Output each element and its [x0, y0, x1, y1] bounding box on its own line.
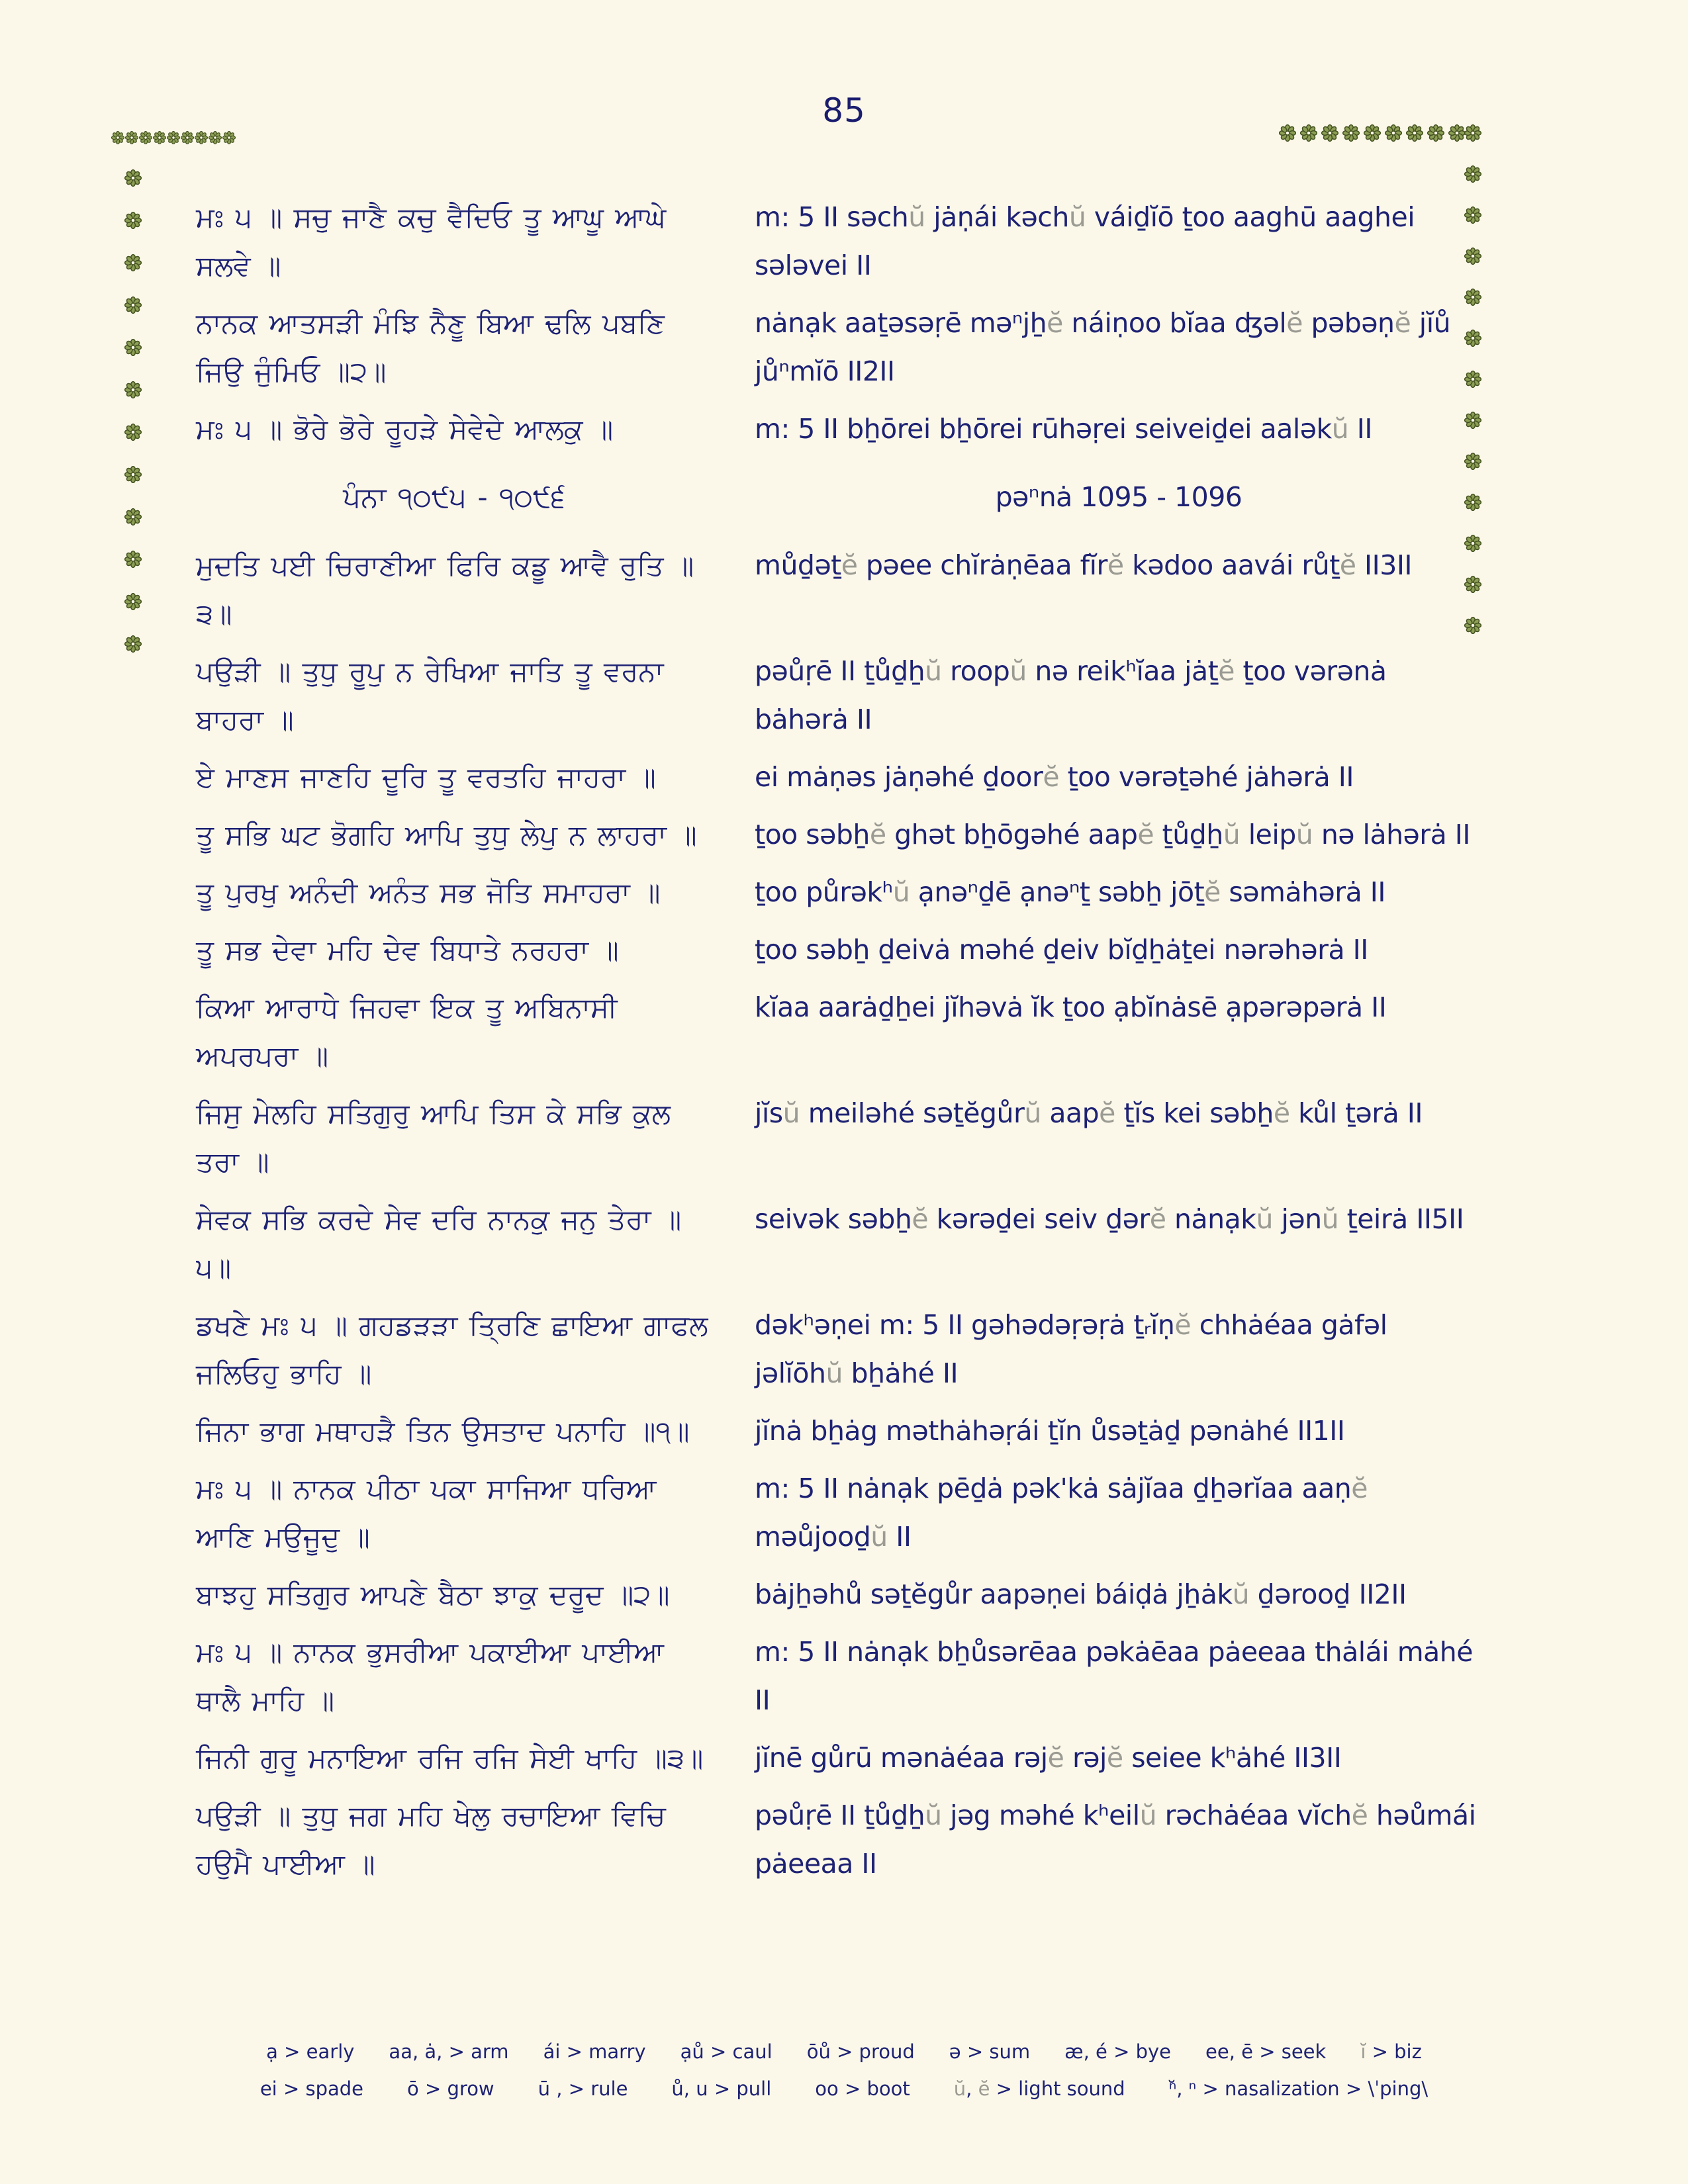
flower-icon: [1406, 124, 1423, 142]
transliteration-text: m: 5 II bẖōrei bẖōrei rūhəṛei seiveiḏei aaləkŭ II: [755, 413, 1372, 445]
gurmukhi-text: ਮਃ ੫ ॥ ਨਾਨਕ ਭੁਸਰੀਆ ਪਕਾਈਆ ਪਾਈਆ ਥਾਲੈ ਮਾਹਿ ॥: [196, 1636, 664, 1717]
pronunciation-guide-row: [0, 2070, 1688, 2107]
guide-entry: ə > sum: [949, 2040, 1031, 2063]
guide-entry: ạů > caul: [680, 2040, 773, 2063]
scripture-text-block: [0, 193, 1688, 1897]
page-range-translit: pəⁿnȧ 1095 - 1096: [995, 481, 1243, 513]
verse-row: [0, 541, 1688, 638]
verse-row: [0, 926, 1688, 974]
transliteration-text: ṯoo səbẖ ḏeivȧ məhé ḏeiv bĭḏẖȧṯei nərəhərȧ II: [755, 934, 1368, 966]
verse-row: [0, 647, 1688, 744]
verse-row: [0, 1301, 1688, 1398]
verse-row: [0, 1570, 1688, 1619]
transliteration-text: kĭaa aarȧḏẖei jĭhəvȧ ĭk ṯoo ạbĭnȧsē ạpərəpərȧ II: [755, 991, 1387, 1023]
page-range-heading: [0, 473, 1688, 522]
gurmukhi-text: ਏ ਮਾਣਸ ਜਾਣਹਿ ਦੂਰਿ ਤੂ ਵਰਤਹਿ ਜਾਹਰਾ ॥: [196, 761, 656, 794]
verse-row: [0, 405, 1688, 453]
flower-icon: [181, 131, 194, 144]
gurmukhi-text: ਜਿਨੀ ਗੁਰੂ ਮਨਾਇਆ ਰਜਿ ਰਜਿ ਸੇਈ ਖਾਹਿ ॥੩॥: [196, 1742, 704, 1774]
guide-entry: ů, u > pull: [671, 2077, 772, 2100]
flower-icon: [1300, 124, 1317, 142]
gurmukhi-text: ਜਿਨਾ ਭਾਗ ਮਥਾਹੜੈ ਤਿਨ ਉਸਤਾਦ ਪਨਾਹਿ ॥੧॥: [196, 1415, 690, 1447]
guide-entry: ŭ, ĕ > light sound: [953, 2077, 1125, 2100]
gurmukhi-text: ਡਖਣੇ ਮਃ ੫ ॥ ਗਹਡੜੜਾ ਤ੍ਰਿਣਿ ਛਾਇਆ ਗਾਫਲ ਜਲਿਓਹੁ ਭਾਹਿ ॥: [196, 1309, 708, 1390]
gurmukhi-text: ਸੇਵਕ ਸਭਿ ਕਰਦੇ ਸੇਵ ਦਰਿ ਨਾਨਕੁ ਜਨੁ ਤੇਰਾ ॥੫॥: [196, 1203, 682, 1284]
gurmukhi-text: ਮੁਦਤਿ ਪਈ ਚਿਰਾਣੀਆ ਫਿਰਿ ਕਡੂ ਆਵੈ ਰੁਤਿ ॥੩॥: [196, 549, 694, 630]
gurmukhi-text: ਪਉੜੀ ॥ ਤੁਧੁ ਰੂਪੁ ਨ ਰੇਖਿਆ ਜਾਤਿ ਤੂ ਵਰਨਾ ਬਾਹਰਾ ॥: [196, 655, 664, 736]
flower-icon: [1321, 124, 1338, 142]
guide-entry: ōů > proud: [806, 2040, 915, 2063]
verse-row: [0, 753, 1688, 801]
guide-entry: ái > marry: [543, 2040, 646, 2063]
gurmukhi-text: ਬਾਝਹੁ ਸਤਿਗੁਰ ਆਪਣੇ ਬੈਠਾ ਝਾਕੁ ਦਰੂਦ ॥੨॥: [196, 1578, 670, 1611]
verse-row: [0, 299, 1688, 396]
flower-icon: [153, 131, 166, 144]
guide-entry: ei > spade: [259, 2077, 364, 2100]
verse-row: [0, 1089, 1688, 1186]
gurmukhi-text: ਮਃ ੫ ॥ ਨਾਨਕ ਪੀਠਾ ਪਕਾ ਸਾਜਿਆ ਧਰਿਆ ਆਣਿ ਮਉਜੂਦੁ ॥: [196, 1473, 657, 1553]
flower-icon: [1364, 124, 1381, 142]
transliteration-text: nȧnạk aaṯəsəṛē məⁿjẖĕ náiṇoo bĭaa ʤəlĕ pəbəṇĕ jĭů jůⁿmĭō II2II: [755, 307, 1451, 387]
transliteration-text: ṯoo səbẖĕ ghət bẖōgəhé aapĕ ṯůḏẖŭ leipŭ nə lȧhərȧ II: [755, 819, 1470, 850]
flower-icon: [1464, 165, 1481, 183]
transliteration-text: jĭnȧ bẖȧg məthȧhəṛái ṯĭn ůsəṯȧḏ pənȧhé II1II: [755, 1415, 1345, 1447]
page-range-gurmukhi: ਪੰਨਾ ੧੦੯੫ - ੧੦੯੬: [343, 481, 565, 514]
guide-entry: oo > boot: [815, 2077, 910, 2100]
guide-entry: ū , > rule: [538, 2077, 628, 2100]
transliteration-text: m: 5 II səchŭ jȧṇái kəchŭ váiḏĭō ṯoo aaghū aaghei sələvei II: [755, 201, 1415, 281]
gurmukhi-text: ਮਃ ੫ ॥ ਸਚੁ ਜਾਣੈ ਕਚੁ ਵੈਦਿਓ ਤੂ ਆਘੂ ਆਘੇ ਸਲਵੇ ॥: [196, 201, 667, 282]
transliteration-text: seivək səbẖĕ kərəḏei seiv ḏərĕ nȧnạkŭ jənŭ ṯeirȧ II5II: [755, 1203, 1464, 1235]
guide-entry: ee, ē > seek: [1205, 2040, 1327, 2063]
gurmukhi-text: ਪਉੜੀ ॥ ਤੁਧੁ ਜਗ ਮਹਿ ਖੇਲੁ ਰਚਾਇਆ ਵਿਚਿ ਹਉਮੈ ਪਾਈਆ ॥: [196, 1799, 666, 1880]
guide-entry: æ, é > bye: [1064, 2040, 1172, 2063]
verse-row: [0, 1734, 1688, 1782]
verse-row: [0, 1628, 1688, 1725]
transliteration-text: dəkʰəṇei m: 5 II gəhədəṛəṛȧ ṯᵣĭṇĕ chhȧéaa gȧfəl jəlĭōhŭ bẖȧhé II: [755, 1309, 1387, 1389]
transliteration-text: bȧjẖəhů səṯĕgůr aapəṇei báiḍȧ jẖȧkŭ ḏərooḏ II2II: [755, 1578, 1407, 1610]
flower-icon: [124, 169, 142, 187]
transliteration-text: m: 5 II nȧnạk bẖůsərēaa pəkȧēaa pȧeeaa thȧlái mȧhé II: [755, 1636, 1473, 1716]
verse-row: [0, 193, 1688, 290]
flower-icon: [209, 131, 222, 144]
transliteration-text: jĭsŭ meiləhé səṯĕgůrŭ aapĕ ṯĭs kei səbẖĕ kůl ṯərȧ II: [755, 1097, 1423, 1129]
transliteration-text: ṯoo půrəkʰŭ ạnəⁿḏē ạnəⁿṯ səbẖ jōṯĕ səmȧhərȧ II: [755, 876, 1385, 908]
flower-icon: [125, 131, 138, 144]
verse-row: [0, 983, 1688, 1080]
verse-row: [0, 1407, 1688, 1455]
flower-icon: [1342, 124, 1360, 142]
gurmukhi-text: ਕਿਆ ਆਰਾਧੇ ਜਿਹਵਾ ਇਕ ਤੂ ਅਬਿਨਾਸੀ ਅਪਰਪਰਾ ॥: [196, 991, 618, 1072]
verse-row: [0, 1792, 1688, 1888]
flower-icon: [167, 131, 180, 144]
gurmukhi-text: ਤੂ ਸਭਿ ਘਟ ਭੋਗਹਿ ਆਪਿ ਤੁਧੁ ਲੇਪੁ ਨ ਲਾਹਰਾ ॥: [196, 819, 697, 851]
flower-icon: [1279, 124, 1296, 142]
verse-row: [0, 1465, 1688, 1561]
verse-row: [0, 811, 1688, 859]
verse-row: [0, 1195, 1688, 1292]
flower-icon: [195, 131, 208, 144]
flower-icon: [222, 131, 236, 144]
transliteration-text: ei mȧṇəs jȧṇəhé ḏoorĕ ṯoo vərəṯəhé jȧhərȧ II: [755, 761, 1354, 793]
ornament-border-top-left: [111, 131, 236, 144]
guide-entry: ⁿ̆, ⁿ > nasalization > \ˈping\: [1168, 2077, 1429, 2100]
flower-icon: [1427, 124, 1444, 142]
guide-entry: ō > grow: [407, 2077, 494, 2100]
transliteration-text: můḏəṯĕ pəee chĭrȧṇēaa fĭrĕ kədoo aavái růṯĕ II3II: [755, 549, 1413, 581]
transliteration-text: pəůṛē II ṯůḏẖŭ roopŭ nə reikʰĭaa jȧṯĕ ṯoo vərənȧ bȧhərȧ II: [755, 655, 1387, 735]
flower-icon: [111, 131, 124, 144]
guide-entry: ạ > early: [266, 2040, 355, 2063]
pronunciation-guide-row: [0, 2033, 1688, 2070]
flower-icon: [1385, 124, 1402, 142]
page-number: 85: [822, 91, 866, 130]
verse-row: [0, 868, 1688, 917]
transliteration-text: m: 5 II nȧnạk pēḏȧ pək'kȧ sȧjĭaa ḏẖərĭaa aaṇĕ məůjooḏŭ II: [755, 1473, 1368, 1553]
flower-icon: [1464, 124, 1481, 142]
flower-icon: [1448, 124, 1466, 142]
gurmukhi-text: ਮਃ ੫ ॥ ਭੋਰੇ ਭੋਰੇ ਰੂਹੜੇ ਸੇਵੇਦੇ ਆਲਕੁ ॥: [196, 413, 614, 445]
gurmukhi-text: ਤੂ ਸਭ ਦੇਵਾ ਮਹਿ ਦੇਵ ਬਿਧਾਤੇ ਨਰਹਰਾ ॥: [196, 934, 619, 966]
guide-entry: ĭ > biz: [1360, 2040, 1422, 2063]
pronunciation-guide: [0, 2033, 1688, 2107]
gurmukhi-text: ਨਾਨਕ ਆਤਸੜੀ ਮੰਝਿ ਨੈਣੂ ਬਿਆ ਢਲਿ ਪਬਣਿ ਜਿਉ ਜੁੰਮਿਓ ॥੨॥: [196, 307, 665, 388]
ornament-border-top-right: [1279, 124, 1466, 142]
transliteration-text: jĭnē gůrū mənȧéaa rəjĕ rəjĕ seiee kʰȧhé II3II: [755, 1742, 1342, 1774]
transliteration-text: pəůṛē II ṯůḏẖŭ jəg məhé kʰeilŭ rəchȧéaa vĭchĕ həůmái pȧeeaa II: [755, 1799, 1476, 1880]
gurmukhi-text: ਜਿਸੁ ਮੇਲਹਿ ਸਤਿਗੁਰੁ ਆਪਿ ਤਿਸ ਕੇ ਸਭਿ ਕੁਲ ਤਰਾ ॥: [196, 1097, 671, 1178]
flower-icon: [139, 131, 152, 144]
gurmukhi-text: ਤੂ ਪੁਰਖੁ ਅਨੰਦੀ ਅਨੰਤ ਸਭ ਜੋਤਿ ਸਮਾਹਰਾ ॥: [196, 876, 661, 909]
guide-entry: aa, ȧ, > arm: [389, 2040, 509, 2063]
